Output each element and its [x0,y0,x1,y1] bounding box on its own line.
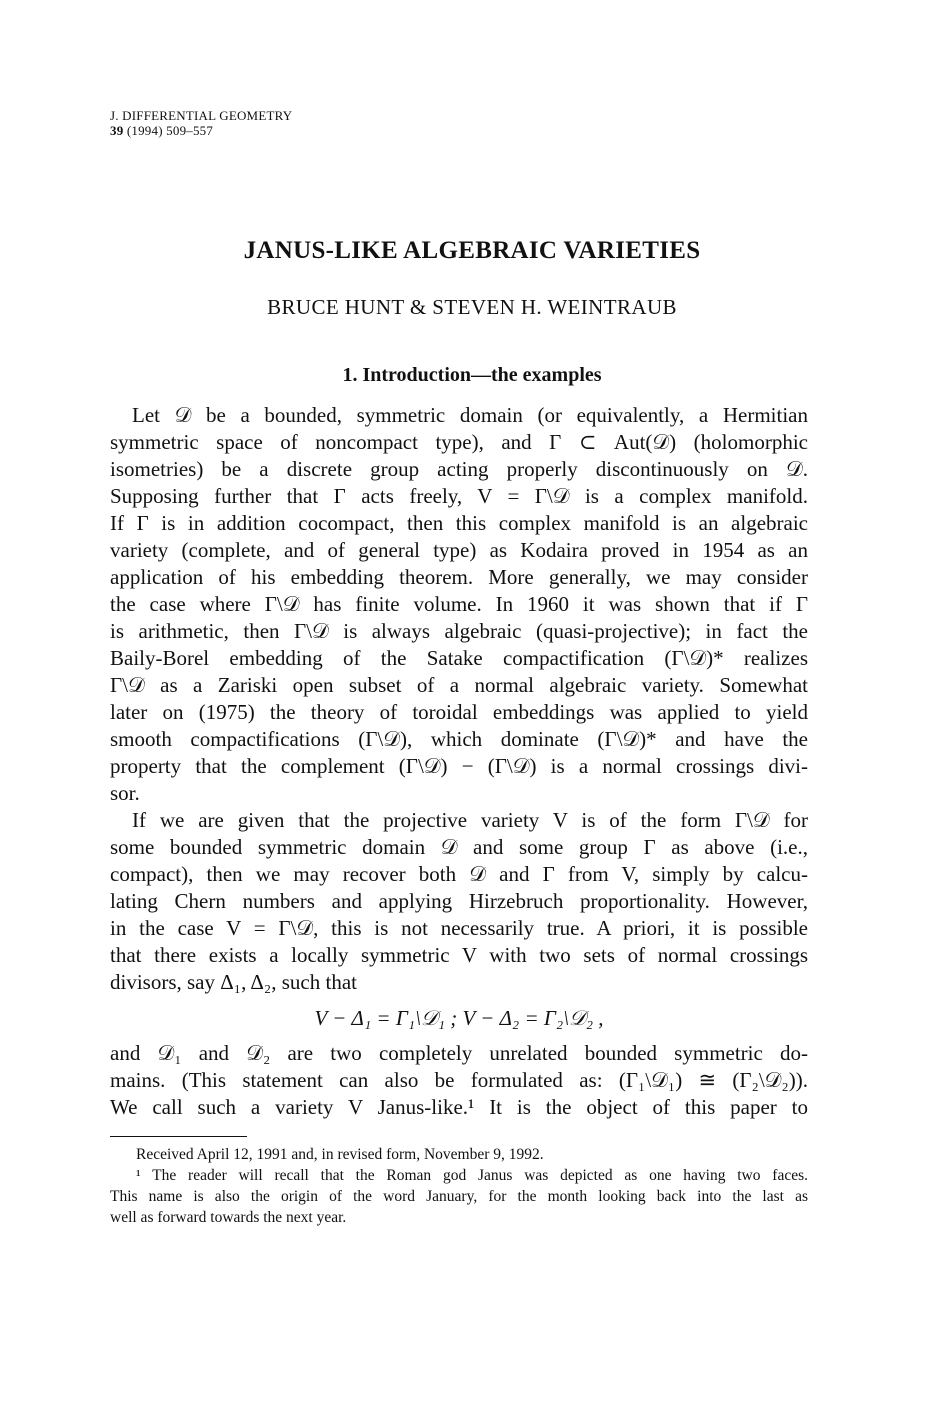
footnote-line: This name is also the origin of the word January, for the month looking back into the last as [110,1188,808,1205]
footnote-line: ¹ The reader will recall that the Roman god Janus was depicted as one having two faces. [136,1167,808,1184]
text-line: some bounded symmetric domain 𝒟 and some group Γ as above (i.e., [110,835,808,859]
footnote-divider [110,1136,247,1137]
journal-volume-line [110,123,292,138]
journal-year-pages: (1994) 509–557 [126,123,214,138]
text-line: is arithmetic, then Γ\𝒟 is always algebraic (quasi-projective); in fact the [110,619,808,643]
text-line: If Γ is in addition cocompact, then this complex manifold is an algebraic [110,511,808,535]
text-line: divisors, say Δ₁, Δ₂, such that [110,970,357,994]
text-line: the case where Γ\𝒟 has finite volume. In 1960 it was shown that if Γ [110,592,808,616]
paragraph-1 [110,402,808,807]
journal-name: J. DIFFERENTIAL GEOMETRY [110,108,293,123]
text-line: sor. [110,781,140,805]
text-line: application of his embedding theorem. More generally, we may consider [110,565,808,589]
text-line: smooth compactifications (Γ\𝒟), which dominate (Γ\𝒟)* and have the [110,727,808,751]
text-line: variety (complete, and of general type) as Kodaira proved in 1954 as an [110,538,808,562]
text-line: Let 𝒟 be a bounded, symmetric domain (or equivalently, a Hermitian [132,403,808,427]
text-line: Baily-Borel embedding of the Satake compactification (Γ\𝒟)* realizes [110,646,808,670]
text-line: We call such a variety V Janus-like.¹ It is the object of this paper to [110,1095,808,1119]
text-line: symmetric space of noncompact type), and Γ ⊂ Aut(𝒟) (holomorphic [110,430,808,454]
body-text [110,402,808,1121]
footnotes [110,1144,808,1228]
text-line: lating Chern numbers and applying Hirzebruch proportionality. However, [110,889,808,913]
footnote-line: well as forward towards the next year. [110,1209,347,1226]
paper-title: JANUS-LIKE ALGEBRAIC VARIETIES [243,237,701,264]
text-line: If we are given that the projective variety V is of the form Γ\𝒟 for [132,808,808,832]
text-line: that there exists a locally symmetric V with two sets of normal crossings [110,943,808,967]
section-heading: 1. Introduction—the examples [342,364,602,386]
journal-header [110,108,292,138]
paper-authors: BRUCE HUNT & STEVEN H. WEINTRAUB [267,295,677,319]
received-note: Received April 12, 1991 and, in revised form, November 9, 1992. [136,1146,544,1163]
text-line: later on (1975) the theory of toroidal embeddings was applied to yield [110,700,808,724]
text-line: Supposing further that Γ acts freely, V = Γ\𝒟 is a complex manifold. [110,484,808,508]
text-line: and 𝒟₁ and 𝒟₂ are two completely unrelated bounded symmetric do- [110,1041,808,1065]
text-line: Γ\𝒟 as a Zariski open subset of a normal algebraic variety. Somewhat [110,673,808,697]
text-line: isometries) be a discrete group acting properly discontinuously on 𝒟. [110,457,808,481]
text-line: in the case V = Γ\𝒟, this is not necessarily true. A priori, it is possible [110,916,808,940]
paragraph-2 [110,807,808,996]
paragraph-3 [110,1040,808,1121]
text-line: compact), then we may recover both 𝒟 and Γ from V, simply by calcu- [110,862,808,886]
journal-volume: 39 [110,123,124,138]
display-equation: V − Δ₁ = Γ₁\𝒟₁ ; V − Δ₂ = Γ₂\𝒟₂ , [314,1006,604,1030]
text-line: mains. (This statement can also be formulated as: (Γ₁\𝒟₁) ≅ (Γ₂\𝒟₂)). [110,1068,808,1092]
text-line: property that the complement (Γ\𝒟) − (Γ\𝒟) is a normal crossings divi- [110,754,808,778]
